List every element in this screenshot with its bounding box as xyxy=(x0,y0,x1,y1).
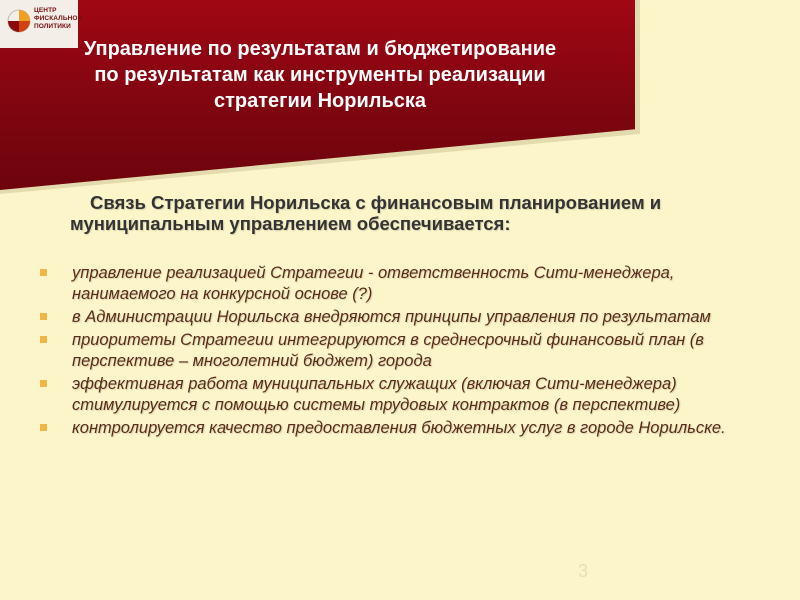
square-bullet-icon xyxy=(40,269,47,276)
bullet-text: управление реализацией Стратегии - ответственность Сити-менеджера, нанимаемого на конкурсной основе (?) xyxy=(72,264,675,303)
title-line-3: стратегии Норильска xyxy=(213,90,427,112)
logo-line-3: ПОЛИТИКИ xyxy=(34,23,71,30)
logo-line-1: ЦЕНТР xyxy=(34,7,57,14)
square-bullet-icon xyxy=(40,380,47,387)
logo-mark-icon xyxy=(6,8,32,34)
title-line-1: Управление по результатам и бюджетирование xyxy=(83,38,557,60)
title-line-2: по результатам как инструменты реализации xyxy=(94,64,546,86)
bullet-item xyxy=(40,418,760,439)
bullet-text: эффективная работа муниципальных служащих (включая Сити-менеджера) стимулируется с помощью системы трудовых контрактов (в перспективе) xyxy=(72,375,681,414)
logo-line-2: ФИСКАЛЬНОЙ xyxy=(34,15,83,22)
logo-text xyxy=(34,7,82,31)
bullet-item xyxy=(40,330,760,372)
bullet-item xyxy=(40,374,760,416)
bullet-item xyxy=(40,263,760,305)
bullet-text: приоритеты Стратегии интегрируются в среднесрочный финансовый план (в перспективе – многолетний бюджет) города xyxy=(72,331,704,370)
bullet-text: в Администрации Норильска внедряются принципы управления по результатам xyxy=(72,308,711,326)
square-bullet-icon xyxy=(40,313,47,320)
page-number: 3 xyxy=(578,561,589,581)
slide-title xyxy=(40,36,600,114)
bullet-list xyxy=(40,263,760,441)
intro-text: Связь Стратегии Норильска с финансовым планированием и муниципальным управлением обеспечивается: xyxy=(70,192,662,234)
square-bullet-icon xyxy=(40,424,47,431)
square-bullet-icon xyxy=(40,336,47,343)
bullet-text: контролируется качество предоставления бюджетных услуг в городе Норильске. xyxy=(72,419,726,437)
bullet-item xyxy=(40,307,760,328)
